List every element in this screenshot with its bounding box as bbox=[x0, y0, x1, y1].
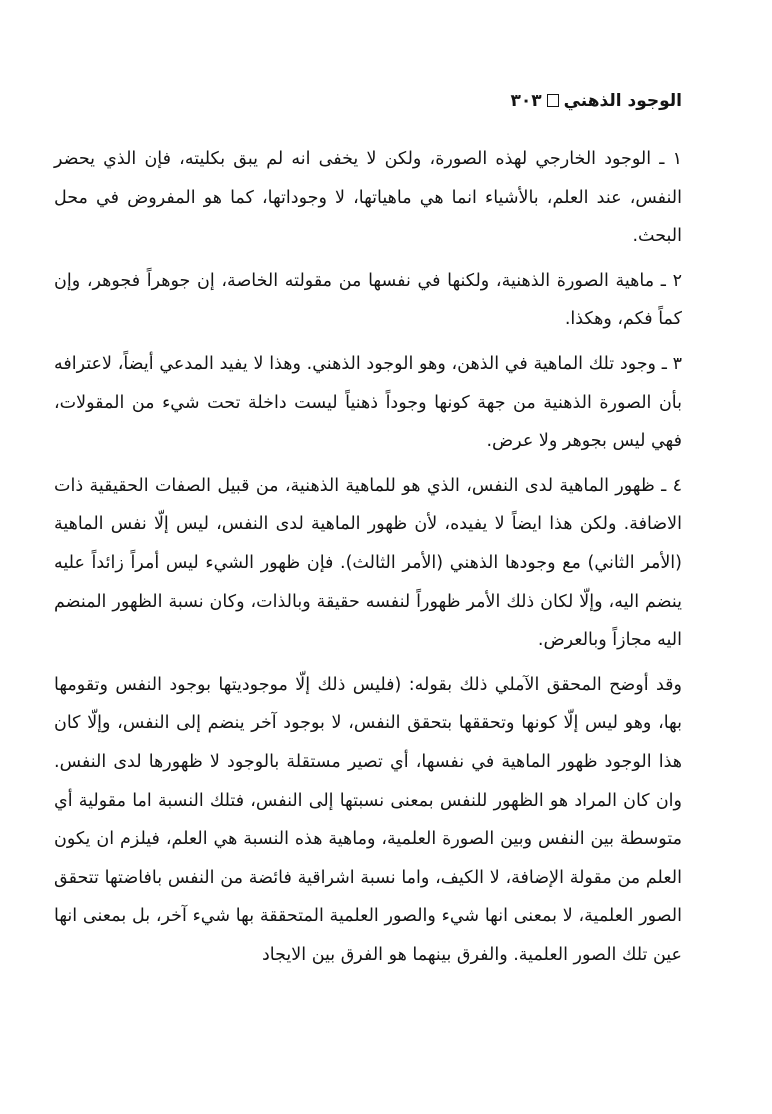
running-header bbox=[510, 88, 682, 114]
body-text bbox=[54, 140, 682, 974]
paragraph-5: وقد أوضح المحقق الآملي ذلك بقوله: (فليس ذلك إلّا موجوديتها بوجود النفس وتقومها بها، وهو ليس إلّا كونها وتحققها بتحقق النفس، لا بوجود آخر ينضم إلى النفس، وإلّا كان هذا الوجود ظهور الماهية في نفسها، أي تصير مستقلة بالوجود لا ظهورها لدى النفس. وان كان المراد هو الظهور للنفس بمعنى نسبتها إلى النفس، فتلك النسبة اما مقولية أي متوسطة بين النفس وبين الصورة العلمية، وماهية هذه النسبة هي العلم، فيلزم ان يكون العلم من مقولة الإضافة، لا الكيف، واما نسبة اشراقية فائضة من النفس بافاضتها تتحقق الصور العلمية، لا بمعنى انها شيء والصور العلمية المتحققة بها شيء آخر، بل بمعنى انها عين تلك الصور العلمية. والفرق بينهما هو الفرق بين الايجاد bbox=[54, 674, 682, 965]
paragraph-3: ٣ ـ وجود تلك الماهية في الذهن، وهو الوجود الذهني. وهذا لا يفيد المدعي أيضاً، لاعترافه بأن الصورة الذهنية من جهة كونها وجوداً ذهنياً ليست داخلة تحت شيء من المقولات، فهي ليس بجوهر ولا عرض. bbox=[54, 353, 682, 452]
page-number: ٣٠٣ bbox=[510, 91, 542, 111]
separator-box-icon bbox=[547, 94, 559, 107]
chapter-title: الوجود الذهني bbox=[563, 91, 682, 111]
paragraph-1: ١ ـ الوجود الخارجي لهذه الصورة، ولكن لا يخفى انه لم يبق بكليته، فإن الذي يحضر النفس، عند العلم، بالأشياء انما هي ماهياتها، لا وجوداتها، كما هو المفروض في محل البحث. bbox=[54, 149, 682, 247]
paragraph-2: ٢ ـ ماهية الصورة الذهنية، ولكنها في نفسها من مقولته الخاصة، إن جوهراً فجوهر، وإن كماً فكم، وهكذا. bbox=[54, 270, 682, 330]
paragraph-4: ٤ ـ ظهور الماهية لدى النفس، الذي هو للماهية الذهنية، من قبيل الصفات الحقيقية ذات الاضافة. ولكن هذا ايضاً لا يفيده، لأن ظهور الماهية لدى النفس، ليس إلّا نفس الماهية (الأمر الثاني) مع وجودها الذهني (الأمر الثالث). فإن ظهور الشيء ليس أمراً زائداً عليه ينضم اليه، وإلّا لكان ذلك الأمر ظهوراً لنفسه حقيقة وبالذات، وكان نسبة الظهور المنضم اليه مجازاً وبالعرض. bbox=[54, 475, 682, 651]
